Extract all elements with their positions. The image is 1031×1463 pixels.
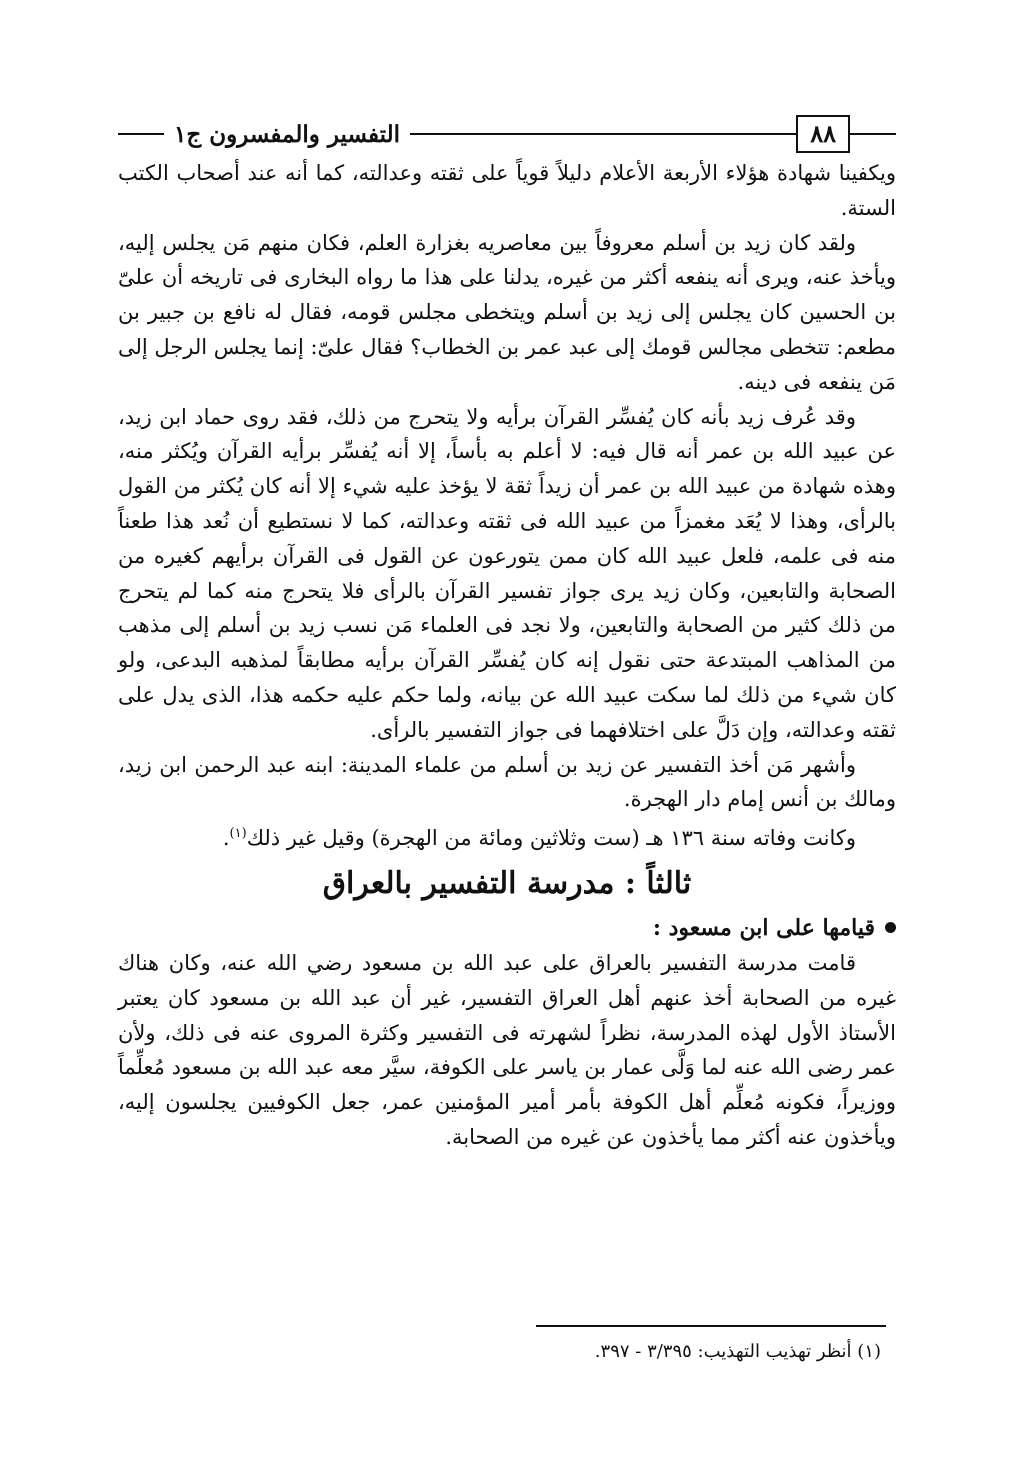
- paragraph-4: وأشهر مَن أخذ التفسير عن زيد بن أسلم من علماء المدينة: ابنه عبد الرحمن ابن زيد، ومالك بن أنس إمام دار الهجرة.: [118, 752, 896, 812]
- bullet-icon: [885, 922, 896, 933]
- header-rule-left: [118, 133, 164, 135]
- section-paragraph: قامت مدرسة التفسير بالعراق على عبد الله بن مسعود رضي الله عنه، وكان هناك غيره من الصحابة أخذ عنهم أهل العراق التفسير، غير أن عبد الله بن مسعود كان يعتبر الأستاذ الأول لهذه المدرسة، نظراً لشهرته فى التفسير وكثرة المروى عنه فى ذلك، ولأن عمر رضى الله عنه لما وَلَّى عمار بن ياسر على الكوفة، سيَّر معه عبد الله بن مسعود مُعلِّماً ووزيراً، فكونه مُعلِّم أهل الكوفة بأمر أمير المؤمنين عمر، جعل الكوفيين يجلسون إليه، ويأخذون عنه أكثر مما يأخذون عن غيره من الصحابة.: [118, 950, 896, 1149]
- paragraph-5-end: .: [222, 826, 230, 851]
- sub-heading-text: قيامها على ابن مسعود :: [652, 914, 875, 941]
- paragraph-2: ولقد كان زيد بن أسلم معروفاً بين معاصريه بغزارة العلم، فكان منهم مَن يجلس إليه، ويأخذ عنه، ويرى أنه ينفعه أكثر من غيره، يدلنا على هذا ما رواه البخارى فى تاريخه أن علىّ بن الحسين كان يجلس إلى زيد بن أسلم ويتخطى مجلس قومه، فقال له نافع بن جبير بن مطعم: تتخطى مجالس قومك إلى عبد عمر بن الخطاب؟ فقال علىّ: إنما يجلس الرجل إلى مَن ينفعه فى دينه.: [118, 230, 896, 394]
- header-rule-middle: [410, 133, 796, 135]
- page-number: ٨٨: [796, 115, 850, 153]
- footnote: (١) أنظر تهذيب التهذيب: ٣/٣٩٥ - ٣٩٧.: [594, 1341, 881, 1362]
- footnote-divider: [536, 1325, 886, 1327]
- sub-heading: [118, 910, 896, 946]
- paragraph-3: وقد عُرف زيد بأنه كان يُفسِّر القرآن برأيه ولا يتحرج من ذلك، فقد روى حماد ابن زيد، عن عبيد الله بن عمر أنه قال فيه: لا أعلم به بأساً، إلا أنه يُفسِّر برأيه القرآن ويُكثر منه، وهذه شهادة من عبيد الله بن عمر أن زيداً ثقة لا يؤخذ عليه شيء إلا أنه كان يُكثر من القول بالرأى، وهذا لا يُعَد مغمزاً من عبيد الله فى ثقته وعدالته، كما لا نستطيع أن نُعد هذا طعناً منه فى علمه، فلعل عبيد الله كان ممن يتورعون عن القول فى القرآن برأيهم كغيره من الصحابة والتابعين، وكان زيد يرى جواز تفسير القرآن بالرأى فلا يتحرج منه كما لم يتحرج من ذلك كثير من الصحابة والتابعين، ولا نجد فى العلماء مَن نسب زيد بن أسلم إلى مذهب من المذاهب المبتدعة حتى نقول إنه كان يُفسِّر القرآن برأيه مطابقاً لمذهبه البدعى، ولو كان شيء من ذلك لما سكت عبيد الله عن بيانه، ولما حكم عليه حكمه هذا، الذى يدل على ثقته وعدالته، وإن دَلَّ على اختلافهما فى جواز التفسير بالرأى.: [118, 404, 896, 742]
- paragraph-5-text: وكانت وفاته سنة ١٣٦ هـ (ست وثلاثين ومائة من الهجرة) وقيل غير ذلك: [246, 826, 856, 851]
- section-heading: ثالثاً : مدرسة التفسير بالعراق: [322, 865, 692, 901]
- footnote-marker: (١): [229, 826, 247, 842]
- running-header: [118, 112, 896, 156]
- page-body: [118, 156, 896, 1155]
- header-rule-right: [850, 133, 896, 135]
- paragraph-5: [118, 817, 896, 856]
- paragraph-1: ويكفينا شهادة هؤلاء الأربعة الأعلام دليلاً قوياً على ثقته وعدالته، كما أنه عند أصحاب الكتب الستة.: [118, 161, 896, 220]
- header-title: التفسير والمفسرون ج١: [174, 120, 400, 148]
